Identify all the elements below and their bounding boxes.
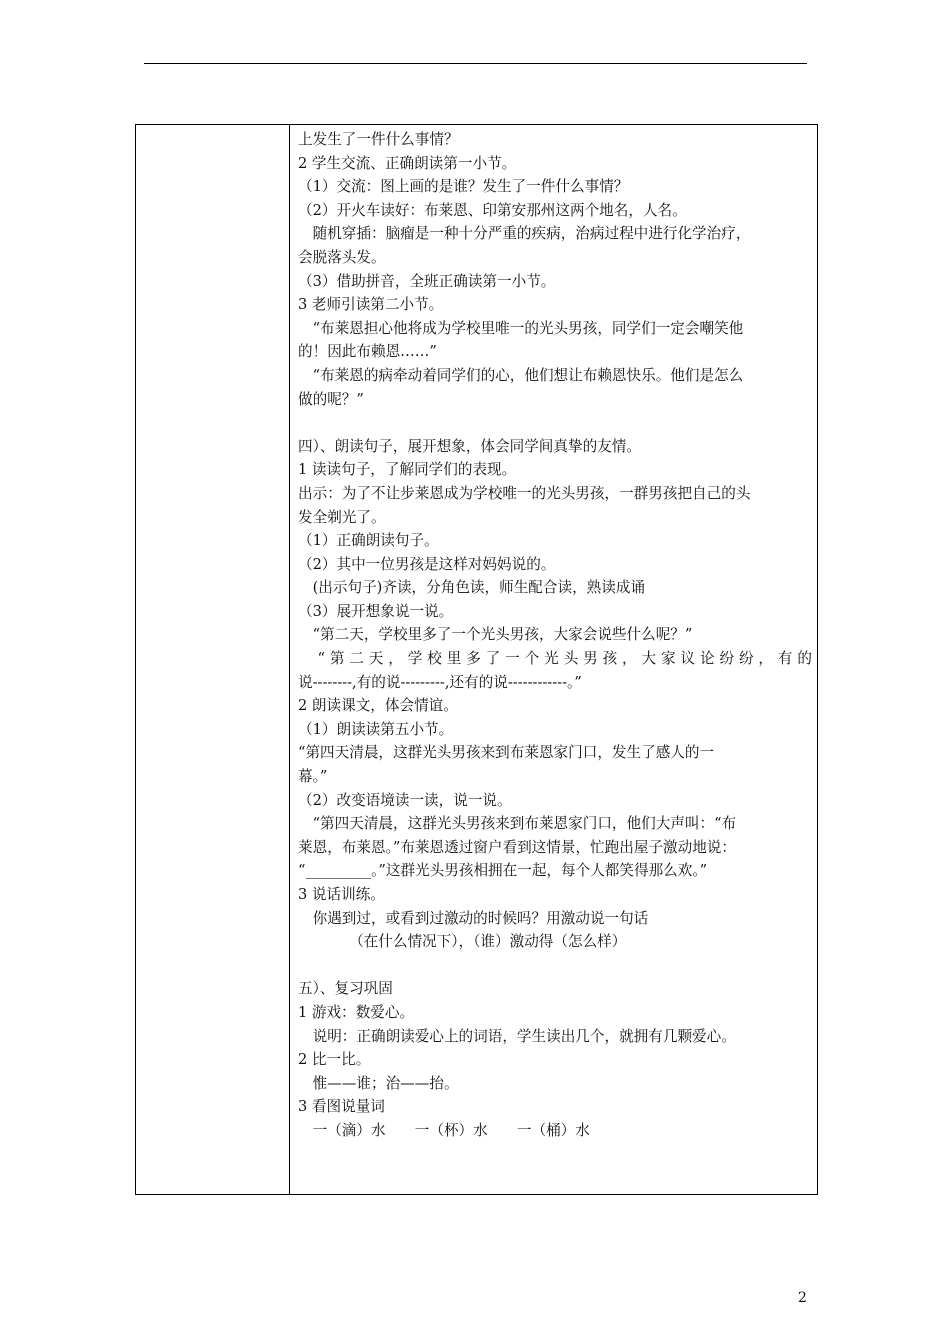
text-line: 3 说话训练。 [298, 886, 385, 903]
lesson-content [298, 128, 812, 1143]
text-line: 莱恩，布莱恩。”布莱恩透过窗户看到这情景，忙跑出屋子激动地说： [298, 838, 736, 856]
text-line: 3 看图说量词 [298, 1098, 385, 1116]
text-line: （1）交流：图上画的是谁？发生了一件什么事情？ [298, 178, 629, 196]
text-line: “第四天清晨，这群光头男孩来到布莱恩家门口，他们大声叫：“布 [298, 815, 737, 833]
text-line: 3 老师引读第二小节。 [298, 296, 444, 314]
header-rule [144, 63, 807, 64]
text-line: 1 读读句子，了解同学们的表现。 [298, 461, 517, 479]
text-line: “_________。”这群光头男孩相拥在一起，每个人都笑得那么欢。” [298, 862, 708, 880]
text-line: 你遇到过，或看到过激动的时候吗？用激动说一句话 [298, 909, 649, 927]
blank-line [298, 411, 812, 435]
text-line: 上发生了一件什么事情？ [298, 131, 459, 148]
left-column [136, 125, 290, 1194]
text-line: 幕。” [298, 768, 328, 786]
text-line: （2）改变语境读一读，说一说。 [298, 791, 512, 809]
text-line: （1）朗读读第五小节。 [298, 720, 454, 738]
text-line: 2 朗读课文，体会情谊。 [298, 697, 458, 715]
text-line: 惟——谁；治——抬。 [298, 1074, 459, 1092]
text-line: “第二天，学校里多了一个光头男孩，大家议论纷纷，有的 [298, 650, 812, 668]
text-line: 随机穿插：脑瘤是一种十分严重的疾病，治病过程中进行化学治疗， [298, 225, 751, 243]
text-line: 2 学生交流、正确朗读第一小节。 [298, 154, 517, 172]
text-line: 说明：正确朗读爱心上的词语，学生读出几个，就拥有几颗爱心。 [298, 1027, 736, 1045]
text-line: （2）开火车读好：布莱恩、印第安那州这两个地名，人名。 [298, 201, 687, 219]
text-line: “第二天，学校里多了一个光头男孩，大家会说些什么呢？” [298, 626, 693, 644]
text-line: （3）展开想象说一说。 [298, 602, 454, 620]
text-line: （2）其中一位男孩是这样对妈妈说的。 [298, 555, 556, 573]
text-line: 做的呢？” [298, 390, 364, 408]
text-line: 说--------,有的说---------,还有的说------------。” [298, 673, 582, 691]
text-line: 的！因此布赖恩……” [298, 343, 437, 361]
text-line: 2 比一比。 [298, 1051, 371, 1069]
text-line: （3）借助拼音，全班正确读第一小节。 [298, 272, 556, 290]
text-line: 出示：为了不让步莱恩成为学校唯一的光头男孩，一群男孩把自己的头 [298, 484, 751, 502]
blank-line [298, 954, 812, 978]
text-line: (出示句子)齐读，分角色读，师生配合读，熟读成诵 [298, 579, 646, 597]
text-line: “布莱恩的病牵动着同学们的心，他们想让布赖恩快乐。他们是怎么 [298, 366, 744, 384]
text-line: （在什么情况下），（谁）激动得（怎么样） [298, 933, 627, 951]
text-line: （1）正确朗读句子。 [298, 532, 439, 550]
section-heading: 四）、朗读句子，展开想象，体会同学间真挚的友情。 [298, 437, 641, 455]
lesson-plan-table [135, 124, 818, 1195]
text-line: 一（滴）水 一（杯）水 一（桶）水 [298, 1121, 590, 1139]
text-line: 发全剃光了。 [298, 508, 386, 526]
text-line: 1 游戏：数爱心。 [298, 1003, 415, 1021]
page-number: 2 [798, 1290, 807, 1306]
text-line: “布莱恩担心他将成为学校里唯一的光头男孩，同学们一定会嘲笑他 [298, 319, 744, 337]
section-heading: 五）、复习巩固 [298, 980, 393, 998]
text-line: “第四天清晨，这群光头男孩来到布莱恩家门口，发生了感人的一 [298, 744, 715, 762]
text-line: 会脱落头发。 [298, 248, 386, 266]
